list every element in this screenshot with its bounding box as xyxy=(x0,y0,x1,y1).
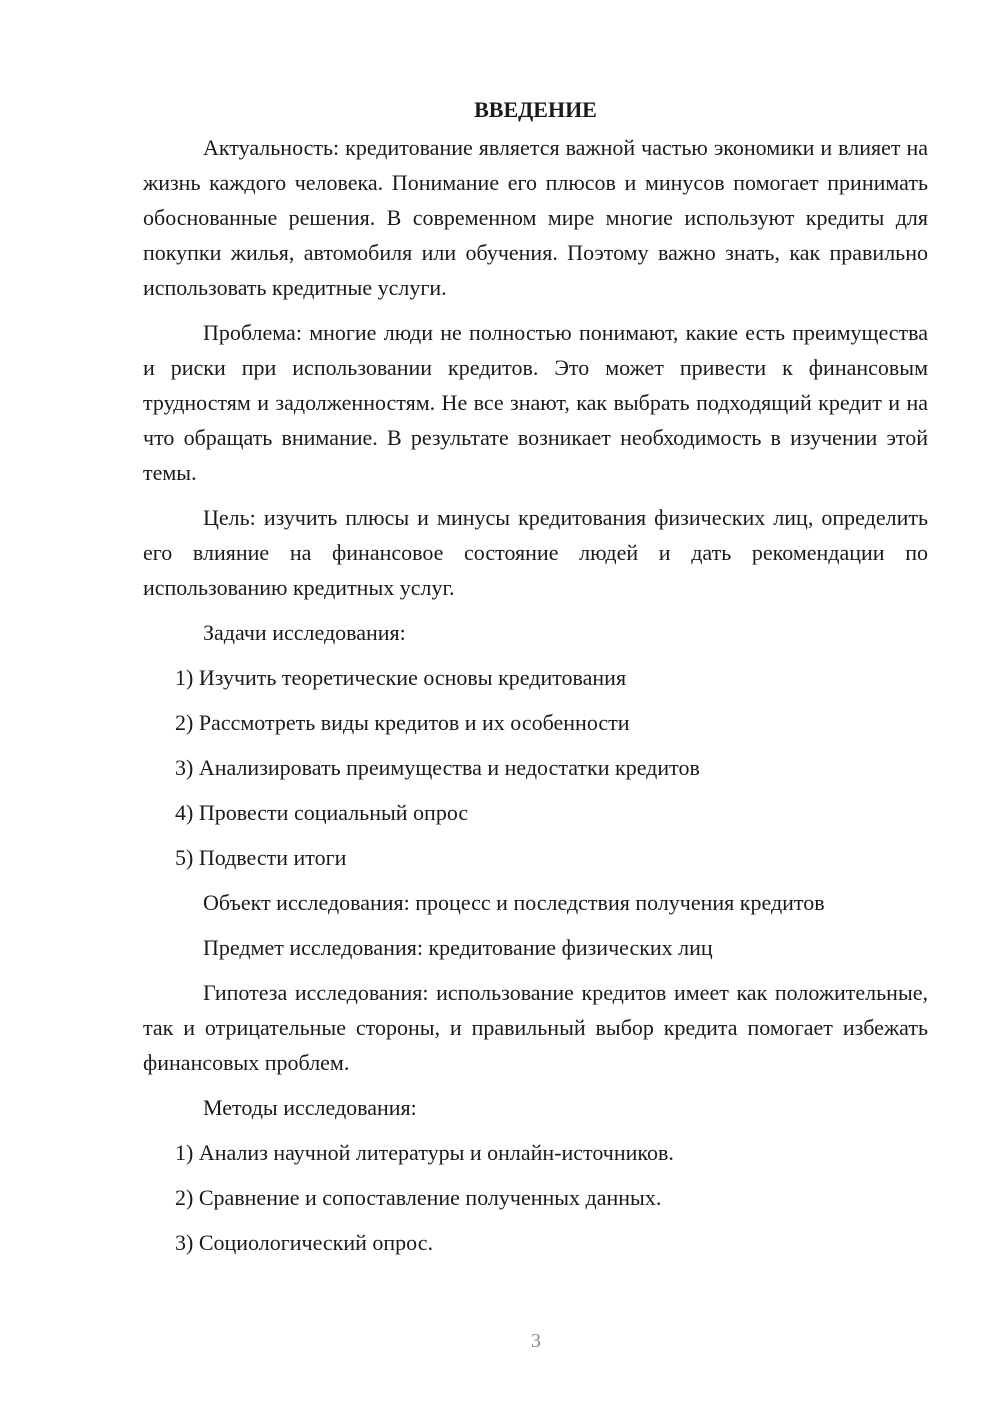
method-item: 2) Сравнение и сопоставление полученных данных. xyxy=(175,1185,662,1210)
hypothesis-paragraph: Гипотеза исследования: использование кредитов имеет как положительные, так и отрицательные стороны, и правильный выбор кредита помогает избежать финансовых проблем. xyxy=(143,980,928,1075)
method-item: 3) Социологический опрос. xyxy=(175,1230,433,1255)
method-item: 1) Анализ научной литературы и онлайн-источников. xyxy=(175,1140,674,1165)
section-title: ВВЕДЕНИЕ xyxy=(474,97,597,122)
task-item: 3) Анализировать преимущества и недостатки кредитов xyxy=(175,755,700,780)
problem-paragraph: Проблема: многие люди не полностью понимают, какие есть преимущества и риски при использовании кредитов. Это может привести к финансовым трудностям и задолженностям. Не все знают, как выбрать подходящий кредит и на что обращать внимание. В результате возникает необходимость в изучении этой темы. xyxy=(143,320,928,485)
goal-paragraph: Цель: изучить плюсы и минусы кредитования физических лиц, определить его влияние на финансовое состояние людей и дать рекомендации по использованию кредитных услуг. xyxy=(143,505,928,600)
task-item: 1) Изучить теоретические основы кредитования xyxy=(175,665,627,690)
task-item: 2) Рассмотреть виды кредитов и их особенности xyxy=(175,710,630,735)
object-line: Объект исследования: процесс и последствия получения кредитов xyxy=(203,890,825,915)
relevance-paragraph: Актуальность: кредитование является важной частью экономики и влияет на жизнь каждого человека. Понимание его плюсов и минусов помогает принимать обоснованные решения. В современном мире многие используют кредиты для покупки жилья, автомобиля или обучения. Поэтому важно знать, как правильно использовать кредитные услуги. xyxy=(143,135,928,300)
task-item: 4) Провести социальный опрос xyxy=(175,800,469,825)
methods-heading: Методы исследования: xyxy=(203,1095,417,1120)
subject-line: Предмет исследования: кредитование физических лиц xyxy=(203,935,713,960)
tasks-heading: Задачи исследования: xyxy=(203,620,406,645)
page-number: 3 xyxy=(531,1330,541,1352)
task-item: 5) Подвести итоги xyxy=(175,845,347,870)
document-page xyxy=(143,92,928,1270)
